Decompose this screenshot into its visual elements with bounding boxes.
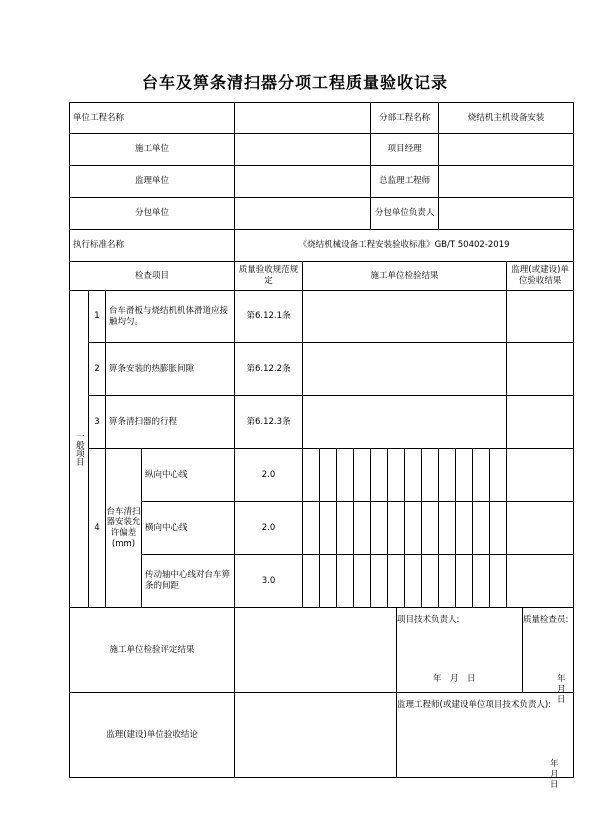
construction-unit-value[interactable] (235, 134, 371, 166)
item-2-no: 2 (89, 343, 106, 396)
group-label: 一般项目 (74, 432, 85, 466)
item-4b-name: 横向中心线 (142, 502, 235, 555)
measure-cell[interactable] (320, 555, 337, 608)
sub-project-label: 分部工程名称 (371, 103, 439, 134)
measure-cell[interactable] (490, 555, 507, 608)
subcontract-leader-label: 分包单位负责人 (371, 198, 439, 230)
measure-cell[interactable] (405, 502, 422, 555)
item-3-no: 3 (89, 396, 106, 449)
measure-cell[interactable] (439, 555, 456, 608)
measure-cell[interactable] (337, 502, 354, 555)
item-2-supervision[interactable] (507, 343, 574, 396)
measure-cell[interactable] (456, 502, 473, 555)
item-4-label: 台车清扫器安装允许偏差(mm) (106, 449, 142, 608)
supervision-unit-label: 监理单位 (70, 166, 235, 198)
conclusion-blank (235, 608, 397, 692)
measure-cell[interactable] (354, 555, 371, 608)
page-title: 台车及箅条清扫器分项工程质量验收记录 (141, 73, 448, 92)
measure-cell[interactable] (371, 555, 388, 608)
item-2-result[interactable] (303, 343, 507, 396)
item-2-name: 箅条安装的热膨胀间隙 (106, 343, 235, 396)
measure-cell[interactable] (337, 449, 354, 502)
measure-cell[interactable] (337, 555, 354, 608)
item-2-spec: 第6.12.2条 (235, 343, 303, 396)
supervision-blank (235, 693, 397, 777)
measure-cell[interactable] (473, 449, 490, 502)
item-3-supervision[interactable] (507, 396, 574, 449)
supervision-result-header: 监理(或建设)单位验收结果 (507, 262, 574, 291)
item-4c-spec: 3.0 (235, 555, 303, 608)
project-manager-label: 项目经理 (371, 134, 439, 166)
measure-cell[interactable] (490, 449, 507, 502)
item-4a-name: 纵向中心线 (142, 449, 235, 502)
measure-cell[interactable] (354, 502, 371, 555)
measure-cell[interactable] (473, 502, 490, 555)
chief-engineer-value[interactable] (439, 166, 574, 198)
item-4b-supervision[interactable] (507, 502, 574, 555)
supervision-date: 年 月 日 (550, 759, 568, 791)
item-1-spec: 第6.12.1条 (235, 291, 303, 343)
measure-cell[interactable] (456, 555, 473, 608)
item-4a-supervision[interactable] (507, 449, 574, 502)
measure-cell[interactable] (320, 502, 337, 555)
measure-cell[interactable] (439, 502, 456, 555)
signature-divider (522, 608, 523, 692)
measure-cell[interactable] (388, 555, 405, 608)
measure-cell[interactable] (473, 555, 490, 608)
supervision-unit-value[interactable] (235, 166, 371, 198)
measure-cell[interactable] (303, 449, 320, 502)
item-4c-supervision[interactable] (507, 555, 574, 608)
measure-cell[interactable] (371, 502, 388, 555)
subcontract-unit-value[interactable] (235, 198, 371, 230)
measure-cell[interactable] (388, 502, 405, 555)
chief-engineer-label: 总监理工程师 (371, 166, 439, 198)
supervision-engineer-label: 监理工程师(或建设单位项目技术负责人): (397, 700, 552, 710)
measure-cell[interactable] (388, 449, 405, 502)
project-manager-value[interactable] (439, 134, 574, 166)
construction-conclusion-label: 施工单位检验评定结果 (70, 608, 235, 693)
group-label-cell (70, 291, 89, 608)
unit-project-label: 单位工程名称 (70, 103, 235, 134)
measure-cell[interactable] (303, 555, 320, 608)
standard-label: 执行标准名称 (70, 230, 235, 262)
item-1-no: 1 (89, 291, 106, 343)
sub-project-value[interactable]: 烧结机主机设备安装 (439, 103, 574, 134)
measure-cell[interactable] (354, 449, 371, 502)
measure-cell[interactable] (422, 449, 439, 502)
measure-cell[interactable] (371, 449, 388, 502)
subcontract-unit-label: 分包单位 (70, 198, 235, 230)
item-1-name: 台车滑板与烧结机机体滑道应接触均匀。 (106, 291, 235, 343)
tech-leader-label: 项目技术负责人: (397, 615, 460, 625)
item-4a-spec: 2.0 (235, 449, 303, 502)
item-4-no: 4 (89, 449, 106, 608)
inspection-form-table (69, 102, 575, 791)
standard-value: 《烧结机械设备工程安装验收标准》GB/T 50402-2019 (235, 230, 574, 262)
item-4c-name: 传动轴中心线对台车箅条的间距 (142, 555, 235, 608)
item-3-result[interactable] (303, 396, 507, 449)
unit-project-value[interactable] (235, 103, 371, 134)
item-3-name: 箅条清扫器的行程 (106, 396, 235, 449)
item-1-supervision[interactable] (507, 291, 574, 343)
measure-cell[interactable] (439, 449, 456, 502)
measure-cell[interactable] (456, 449, 473, 502)
measure-cell[interactable] (422, 555, 439, 608)
measure-cell[interactable] (303, 502, 320, 555)
construction-result-header: 施工单位检验结果 (303, 262, 507, 291)
item-1-result[interactable] (303, 291, 507, 343)
quality-spec-header: 质量验收规范规定 (235, 262, 303, 291)
subcontract-leader-value[interactable] (439, 198, 574, 230)
construction-unit-label: 施工单位 (70, 134, 235, 166)
date-left: 年 月 日 (433, 674, 476, 684)
supervision-conclusion-label: 监理(建设)单位验收结论 (70, 693, 235, 778)
measure-cell[interactable] (320, 449, 337, 502)
check-item-header: 检查项目 (70, 262, 235, 291)
inspector-label: 质量检查员: (523, 615, 569, 625)
measure-cell[interactable] (422, 502, 439, 555)
date-right: 年 月 日 (557, 674, 575, 706)
supervision-conclusion-cell[interactable] (235, 693, 574, 791)
item-4b-spec: 2.0 (235, 502, 303, 555)
measure-cell[interactable] (490, 502, 507, 555)
measure-cell[interactable] (405, 555, 422, 608)
measure-cell[interactable] (405, 449, 422, 502)
item-3-spec: 第6.12.3条 (235, 396, 303, 449)
